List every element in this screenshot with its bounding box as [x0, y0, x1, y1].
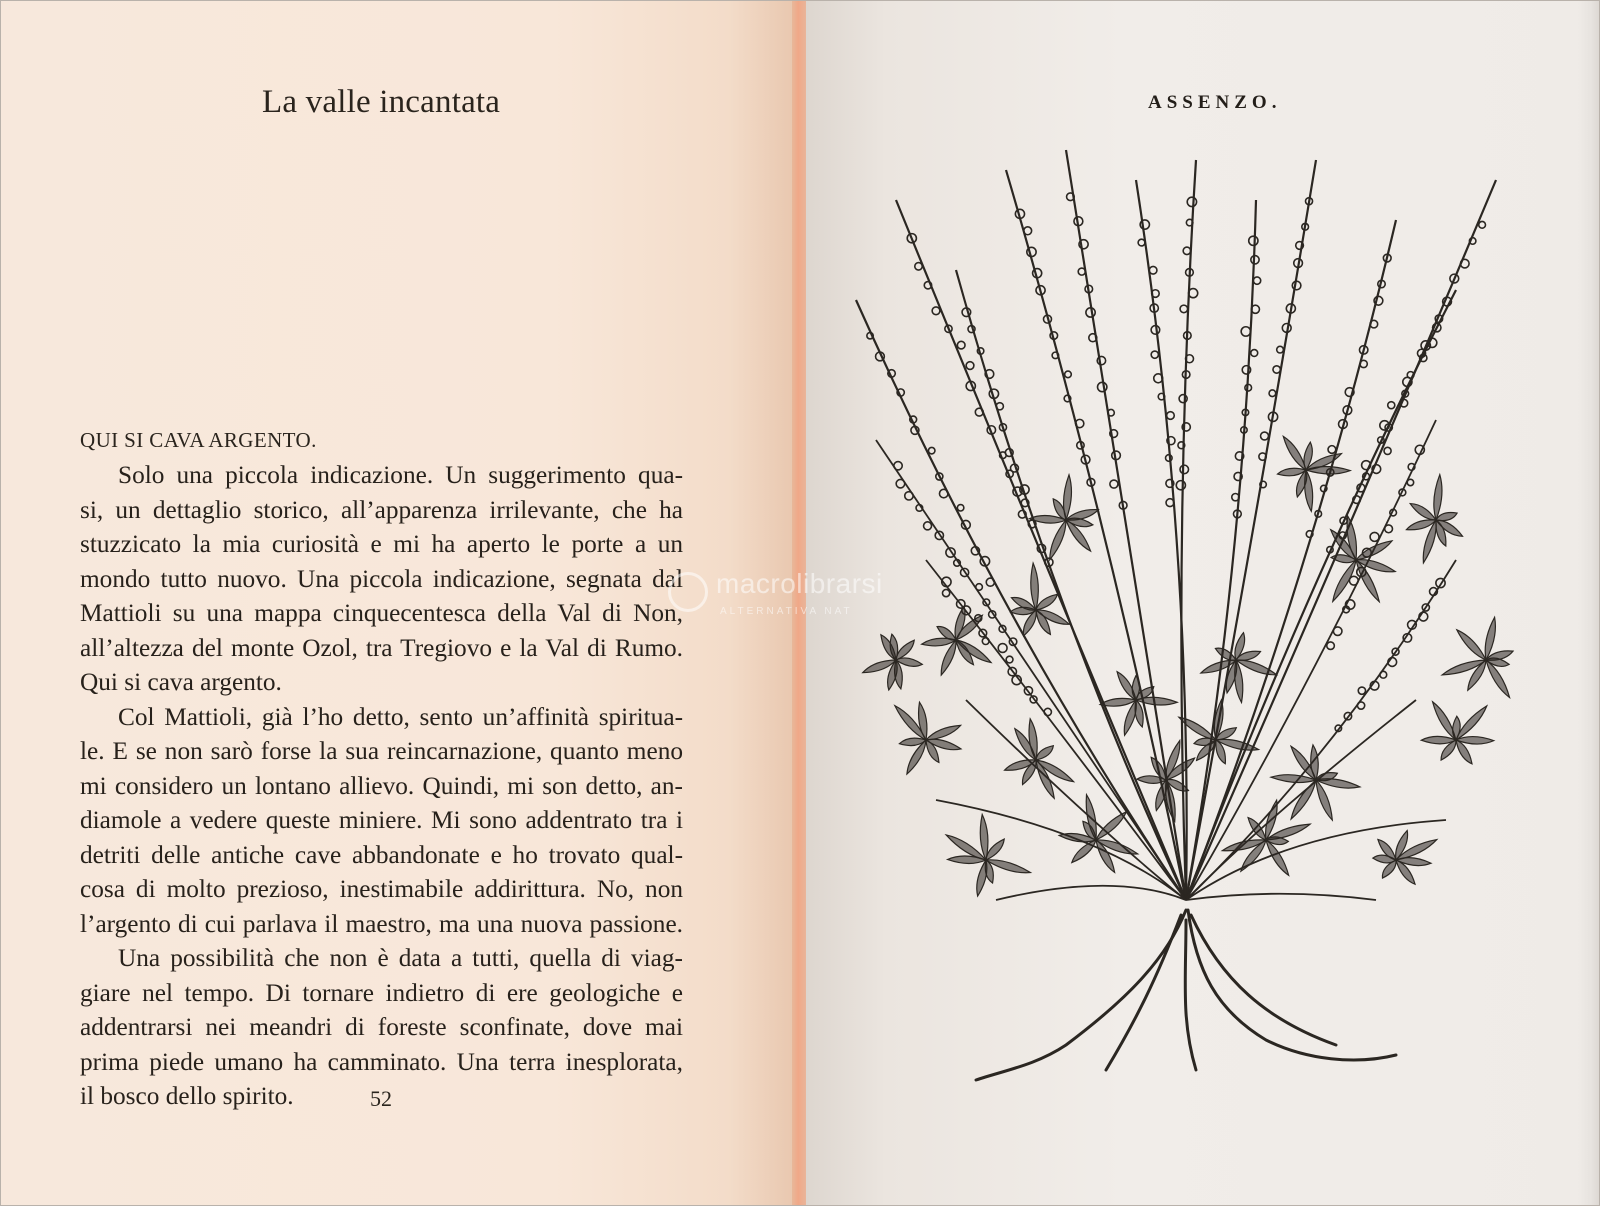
- watermark: [668, 568, 968, 648]
- watermark-subtitle: ALTERNATIVA NAT: [720, 606, 853, 617]
- text-line: si, un dettaglio storico, all’apparenza irrilevante, che ha: [80, 495, 683, 524]
- text-line: Una possibilità che non è data a tutti, quella di viag-: [118, 944, 683, 972]
- watermark-logo-icon: [668, 572, 708, 612]
- text-line: mi considero un lontano allievo. Quindi, mi son detto, an-: [80, 771, 683, 800]
- text-line: detriti delle antiche cave abbandonate e ho trovato qual-: [80, 840, 683, 869]
- section-heading: QUI SI CAVA ARGENTO.: [80, 428, 317, 452]
- text-line: Qui si cava argento.: [80, 668, 282, 696]
- text-line: mondo tutto nuovo. Una piccola indicazione, segnata dal: [80, 564, 683, 593]
- text-line: l’argento di cui parlava il maestro, ma una nuova passione.: [80, 909, 683, 938]
- watermark-name: macrolibrarsi: [716, 568, 883, 599]
- page-number: 52: [370, 1086, 392, 1111]
- text-line: giare nel tempo. Di tornare indietro di ere geologiche e: [80, 978, 683, 1007]
- text-line: Solo una piccola indicazione. Un suggerimento qua-: [118, 461, 683, 489]
- text-line: il bosco dello spirito.: [80, 1082, 294, 1110]
- text-line: cosa di molto prezioso, inestimabile addirittura. No, non: [80, 875, 683, 903]
- text-line: all’altezza del monte Ozol, tra Tregiovo e la Val di Rumo.: [80, 633, 683, 662]
- text-line: addentrarsi nei meandri di foreste sconfinate, dove mai: [80, 1013, 683, 1041]
- text-line: diamole a vedere queste miniere. Mi sono addentrato tra i: [80, 806, 683, 834]
- text-line: prima piede umano ha camminato. Una terra inesplorata,: [80, 1047, 683, 1076]
- running-head: La valle incantata: [262, 84, 501, 120]
- body-text: [80, 458, 683, 1114]
- text-line: Mattioli su una mappa cinquecentesca della Val di Non,: [80, 599, 683, 627]
- text-line: le. E se non sarò forse la sua reincarnazione, quanto meno: [80, 737, 683, 765]
- text-line: Col Mattioli, già l’ho detto, sento un’affinità spiritua-: [118, 702, 683, 731]
- text-line: stuzzicato la mia curiosità e mi ha aperto le porte a un: [80, 530, 683, 558]
- plate-title: ASSENZO.: [1148, 92, 1282, 113]
